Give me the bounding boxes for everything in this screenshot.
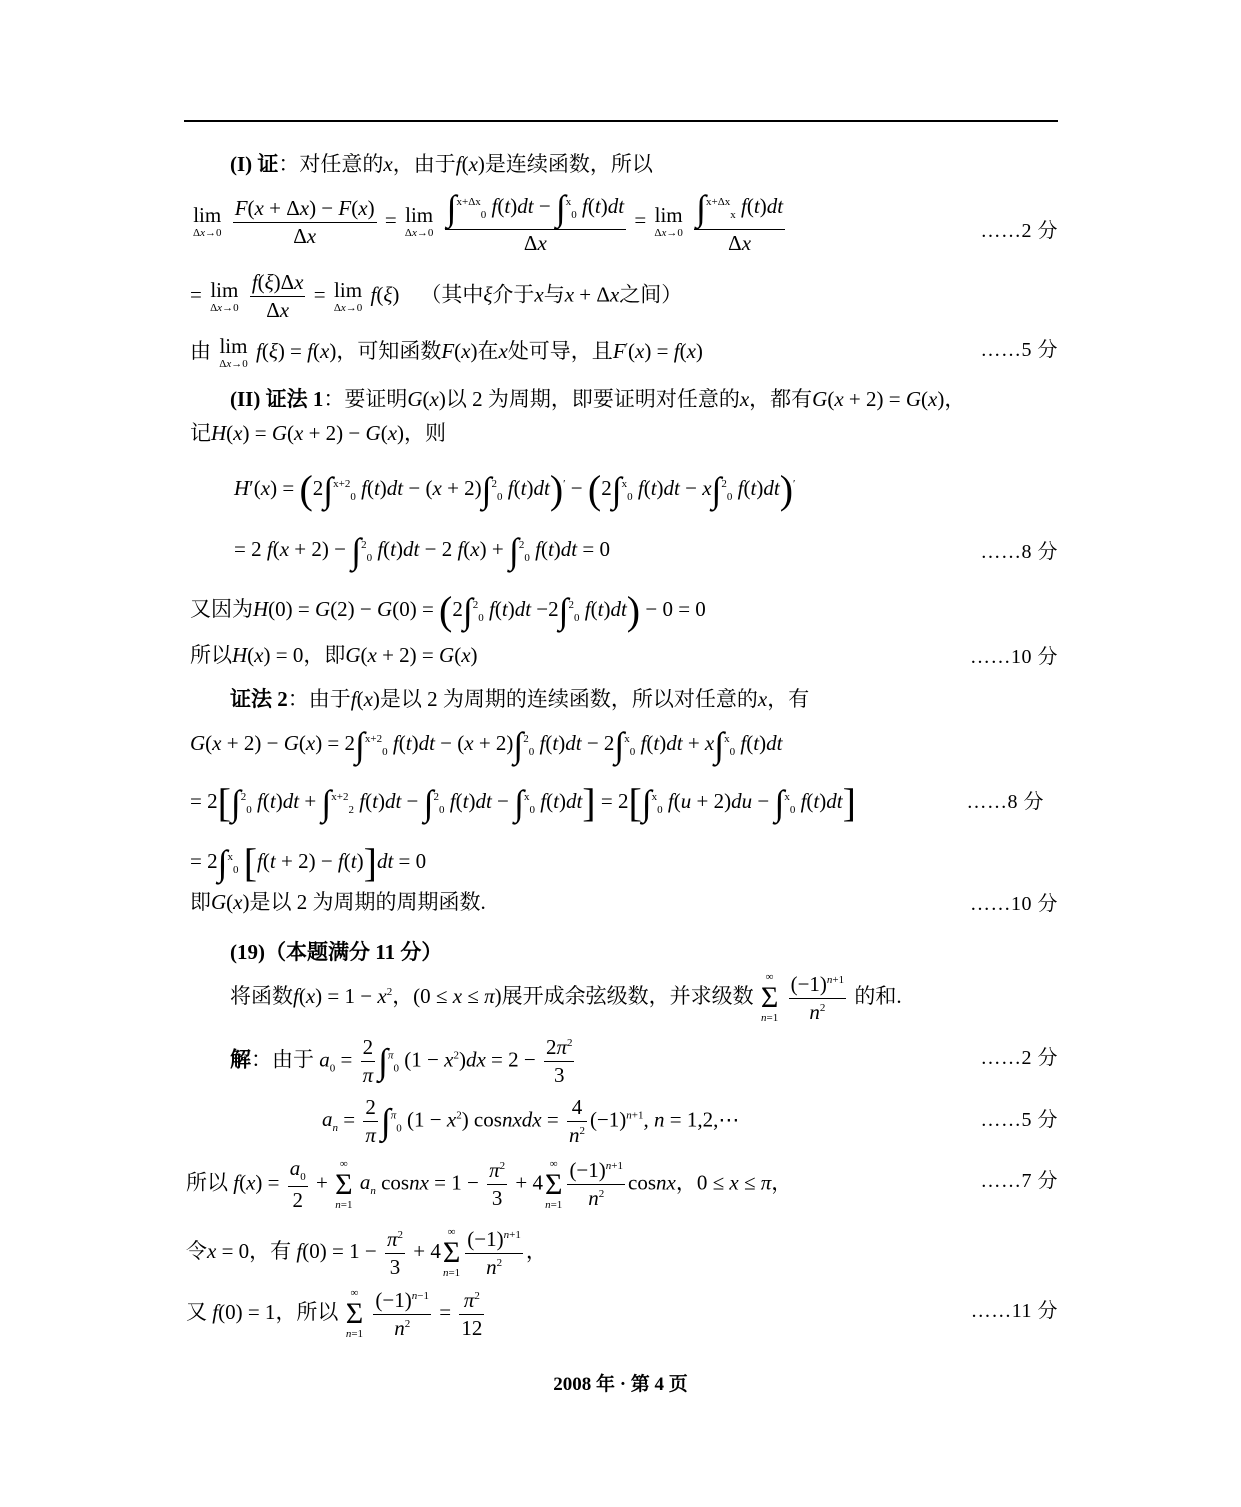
line-22: 又 f(0) = 1，所以 ∞ Σ n=1 $\frac{(-1)^{n-1}}{n^2}$ = $\frac{\pi^2}{12}$ <box>186 1287 483 1340</box>
score-9: ……7 分 <box>980 1170 1058 1192</box>
line-17: 将函数$f(x) = 1 - x^2$，(0 ≤ x ≤ π)展开成余弦级数，并求级数 ∞ Σ n=1 $\frac{(-1)^{n+1}}{n^2}$ 的和. <box>230 971 902 1024</box>
line-15: 即G(x)是以 2 为周期的周期函数. <box>190 890 486 914</box>
line-10: 所以H(x) = 0，即G(x + 2) = G(x) <box>190 643 478 667</box>
score-3: ……8 分 <box>980 541 1058 563</box>
score-7: ……2 分 <box>980 1047 1058 1069</box>
score-6: ……10 分 <box>970 893 1058 915</box>
problem-19-heading: (19)（本题满分 11 分） <box>230 940 443 964</box>
line-6: 记H(x) = G(x + 2) − G(x)，则 <box>190 421 447 445</box>
score-2: ……5 分 <box>980 339 1058 361</box>
header-rule <box>184 120 1058 122</box>
line-21: 令x = 0，有 f(0) = 1 − $\frac{\pi^2}{3}$ + 4 ∞ Σ n=1 $\frac{(-1)^{n+1}}{n^2}$ ， <box>186 1226 547 1279</box>
line-3: = lim Δx→0 $\frac{f(\xi)\Delta x}{\Delta x}$ = lim Δx→0 f(ξ) （其中ξ介于x与x + Δx之间） <box>190 270 683 322</box>
line-8: = 2 f(x + 2) − ∫$^2_0$ f(t)dt − 2 f(x) + ∫$^2_0$ f(t)dt = 0 <box>234 531 610 571</box>
score-1: ……2 分 <box>980 220 1058 242</box>
score-5: ……8 分 <box>966 791 1044 813</box>
score-4: ……10 分 <box>970 646 1058 668</box>
line-7: H′(x) = (2∫$^{x+2}_0$ f(t)dt − (x + 2)∫$^2_0$ f(t)dt)′ − (2∫$^x_0$ f(t)dt − x∫$^2_0$ f(t)dt)′ <box>234 467 796 512</box>
line-19: $a_n$ = $\frac{2}{\pi}$ ∫$^\pi_0$ $(1 - x^2)$ cosnxdx = $\frac{4}{n^2}$ $(-1)^{n+1}$, n = 1,2,⋯ <box>322 1095 740 1147</box>
line-9: 又因为H(0) = G(2) − G(0) = (2∫$^2_0$ f(t)dt −2∫$^2_0$ f(t)dt) − 0 = 0 <box>190 588 706 633</box>
page-footer: 2008 年 · 第 4 页 <box>553 1374 688 1395</box>
line-13: = 2[∫$^2_0$ f(t)dt + ∫$^{x+2}_2$ f(t)dt − ∫$^2_0$ f(t)dt − ∫$^x_0$ f(t)dt] = 2[∫$^x_0$ f(u + 2)du − ∫$^x_0$ f(t)dt] <box>190 780 856 825</box>
line-12: G(x + 2) − G(x) = 2∫$^{x+2}_0$ f(t)dt − (x + 2)∫$^2_0$ f(t)dt − 2∫$^x_0$ f(t)dt + x∫$^x_0$ f(t)dt <box>190 725 783 765</box>
line-1: (I) 证：对任意的x，由于f(x)是连续函数，所以 <box>230 152 653 176</box>
score-10: ……11 分 <box>970 1300 1058 1322</box>
line-2-limit: lim Δx→0 $\frac{F(x + \Delta x) - F(x)}{\Delta x}$ = lim Δx→0 $\frac{\int^{x+\Delta x}_0 f(t)dt - \int^x_0 f(t)dt}{\Delta x}$ = lim Δx→0 $\frac{\int^{x+\Delta x}_x f(t)dt}{\Delta x}$ <box>193 188 784 255</box>
score-8: ……5 分 <box>980 1109 1058 1131</box>
line-4: 由 lim Δx→0 f(ξ) = f(x)，可知函数F(x)在x处可导，且F′(x) = f(x) <box>190 334 703 370</box>
line-11: 证法 2：由于f(x)是以 2 为周期的连续函数，所以对任意的x，有 <box>230 687 810 711</box>
line-14: = 2∫$^x_0$ [f(t + 2) − f(t)]dt = 0 <box>190 840 427 885</box>
line-5: (II) 证法 1：要证明G(x)以 2 为周期，即要证明对任意的x，都有G(x + 2) = G(x)， <box>230 387 966 411</box>
line-18: 解：由于 $a_0$ = $\frac{2}{\pi}$ ∫$^\pi_0$ $(1 - x^2)dx = 2$ − $\frac{2\pi^2}{3}$ <box>230 1035 573 1087</box>
line-20: 所以 f(x) = $\frac{a_0}{2}$ + ∞ Σ n=1 $a_n$ cosnx = 1 − $\frac{\pi^2}{3}$ + 4 ∞ Σ n=1 $\frac{(-1)^{n+1}}{n^2}$ cosnx，0 ≤ x ≤ π， <box>186 1156 793 1213</box>
